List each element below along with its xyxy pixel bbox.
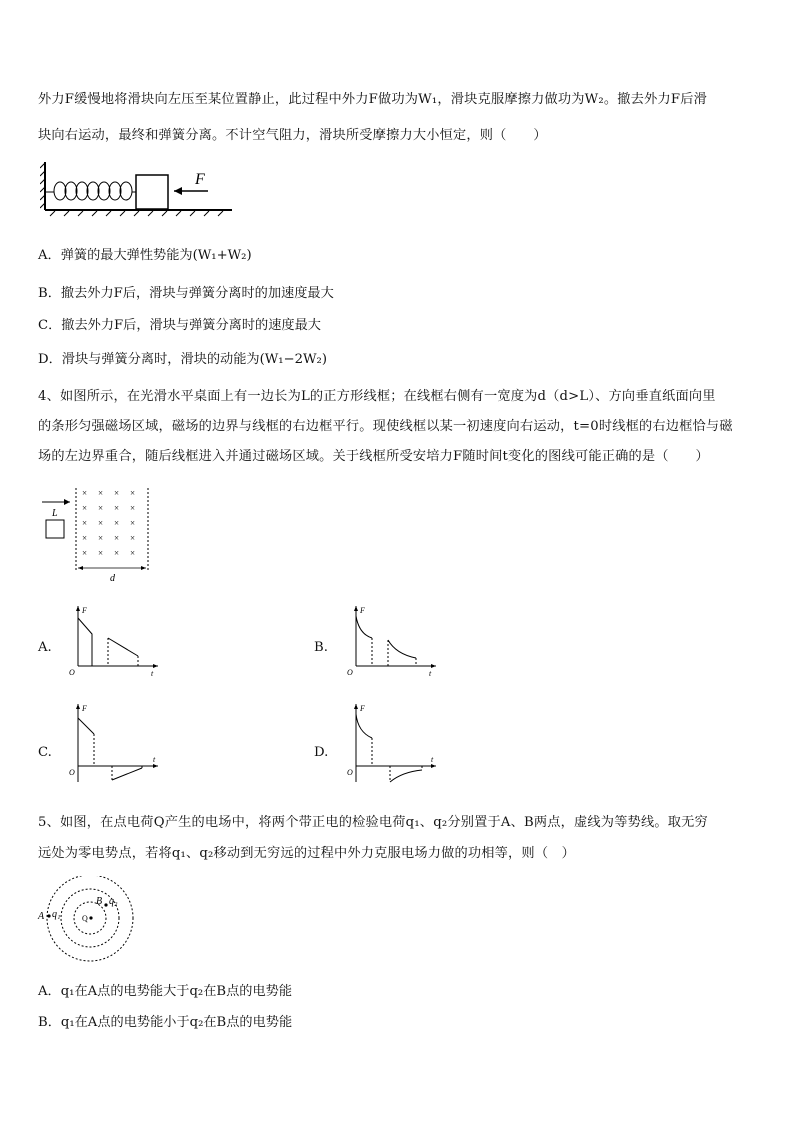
q3-option-d[interactable]: D．滑块与弹簧分离时，滑块的动能为(W₁−2W₂) (38, 352, 327, 367)
q4-graph-b-label[interactable]: B. (314, 640, 328, 655)
q5-option-a[interactable]: A．q₁在A点的电势能大于q₂在B点的电势能 (38, 984, 293, 999)
q3-option-c[interactable]: C．撤去外力F后，滑块与弹簧分离时的速度最大 (38, 318, 321, 333)
width-label-d: d (110, 573, 115, 584)
graph-c-F-label: F (82, 704, 87, 713)
svg-text:×: × (114, 548, 120, 558)
q3-text-line2: 块向右运动，最终和弹簧分离。不计空气阻力，滑块所受摩擦力大小恒定，则（ ） (38, 128, 547, 143)
svg-text:×: × (82, 548, 88, 558)
q3-option-b[interactable]: B．撤去外力F后，滑块与弹簧分离时的加速度最大 (38, 286, 334, 301)
svg-text:×: × (130, 533, 136, 543)
q3-text-line1: 外力F缓慢地将滑块向左压至某位置静止，此过程中外力F做功为W₁，滑块克服摩擦力做功为W₂。撤去外力F后滑 (38, 92, 707, 107)
svg-text:×: × (82, 518, 88, 528)
svg-text:×: × (114, 518, 120, 528)
graph-a-F-label: F (82, 606, 87, 615)
q5-option-b[interactable]: B．q₁在A点的电势能小于q₂在B点的电势能 (38, 1015, 293, 1030)
q4-graph-a-label[interactable]: A. (38, 640, 52, 655)
svg-text:×: × (130, 503, 136, 513)
q4-graph-c-label[interactable]: C. (38, 745, 52, 760)
svg-text:×: × (98, 488, 104, 498)
q4-text-line1: 4、如图所示，在光滑水平桌面上有一边长为L的正方形线框；在线框右侧有一宽度为d（d>L）、方向垂直纸面向里 (38, 389, 716, 404)
q3-option-a[interactable]: A．弹簧的最大弹性势能为(W₁+W₂) (38, 248, 252, 263)
graph-a-origin: O (69, 668, 75, 677)
svg-text:×: × (82, 503, 88, 513)
svg-text:×: × (114, 503, 120, 513)
loop-label-L: L (52, 508, 58, 519)
graph-b-t-label: t (429, 669, 432, 678)
q5-equipotential-figure (36, 876, 140, 966)
graph-c-origin: O (69, 768, 75, 777)
charge-Q-label: Q (82, 914, 88, 923)
point-A-dot (47, 914, 50, 917)
q1-label: q₁ (52, 909, 61, 920)
q4-text-line2: 的条形匀强磁场区域，磁场的边界与线框的右边框平行。现使线框以某一初速度向右运动，t=0时线框的右边框恰与磁 (38, 419, 733, 434)
q5-text-line2: 远处为零电势点，若将q₁、q₂移动到无穷远的过程中外力克服电场力做的功相等，则（ ） (38, 846, 575, 861)
q4-graph-d[interactable] (344, 702, 440, 784)
q4-text-line3: 场的左边界重合，随后线框进入并通过磁场区域。关于线框所受安培力F随时间t变化的图线可能正确的是（ ） (38, 449, 709, 464)
svg-text:×: × (130, 518, 136, 528)
svg-text:×: × (82, 488, 88, 498)
svg-text:×: × (130, 488, 136, 498)
q4-graph-b[interactable] (344, 604, 440, 680)
field-crosses (82, 488, 135, 558)
q4-graph-a[interactable] (66, 604, 162, 680)
svg-text:×: × (114, 488, 120, 498)
q5-text-line1: 5、如图，在点电荷Q产生的电场中，将两个带正电的检验电荷q₁、q₂分别置于A、B两点，虚线为等势线。取无穷 (38, 815, 708, 830)
svg-text:×: × (98, 548, 104, 558)
q2-label: q₂ (109, 896, 118, 907)
q4-graph-c[interactable] (66, 702, 162, 784)
graph-d-origin: O (347, 768, 353, 777)
q3-spring-figure (40, 158, 236, 218)
graph-b-F-label: F (360, 606, 365, 615)
q4-graph-d-label[interactable]: D. (314, 745, 329, 760)
graph-d-F-label: F (360, 704, 365, 713)
point-B-label: B (96, 896, 103, 907)
graph-d-t-label: t (431, 755, 434, 764)
slider-block (136, 175, 168, 209)
point-B-dot (104, 903, 107, 906)
force-label: F (195, 171, 205, 188)
square-loop (46, 520, 64, 538)
svg-text:×: × (98, 503, 104, 513)
graph-a-t-label: t (151, 669, 154, 678)
graph-c-t-label: t (153, 755, 156, 764)
charge-Q-dot (89, 916, 92, 919)
point-A-label: A (38, 911, 45, 922)
spring-coil (54, 182, 132, 200)
svg-text:×: × (98, 518, 104, 528)
svg-text:×: × (82, 533, 88, 543)
svg-text:×: × (98, 533, 104, 543)
svg-text:×: × (130, 548, 136, 558)
graph-b-origin: O (347, 668, 353, 677)
q4-magnetic-field-figure (38, 488, 158, 584)
svg-text:×: × (114, 533, 120, 543)
